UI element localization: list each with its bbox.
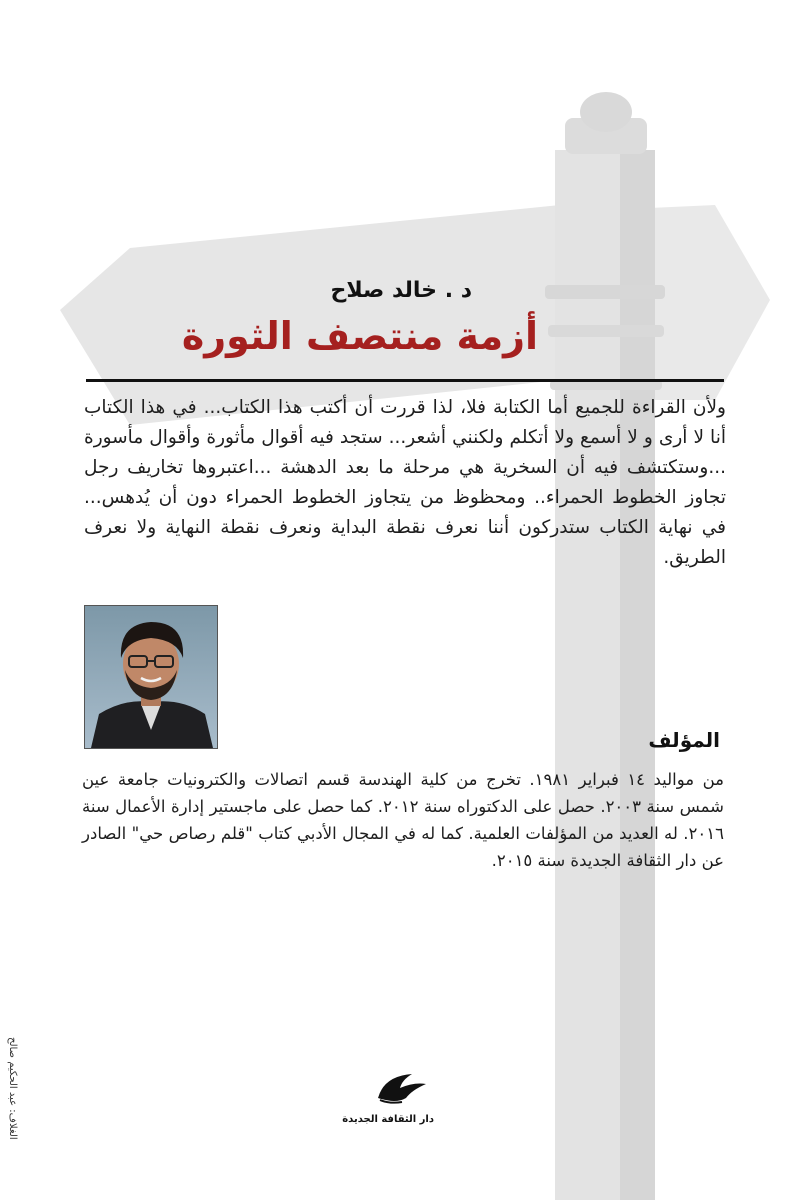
publisher-name: دار الثقافة الجديدة — [342, 1114, 434, 1125]
blurb-text: ولأن القراءة للجميع أما الكتابة فلا، لذا قررت أن أكتب هذا الكتاب... في هذا الكتاب أنا لا أرى و لا أسمع ولا أتكلم ولكنني أشعر... ستجد فيه أقوال مأثورة وأقوال مأسورة ...وستكتشف فيه أن السخرية هي مرحلة ما بعد الدهشة ...اعتبروها تخاريف رجل تجاوز الخطوط الحمراء.. ومحظوظ من يتجاوز الخطوط الحمراء دون أن يُدهس... في نهاية الكتاب ستدركون أننا نعرف نقطة البداية ونعرف نقطة النهاية ولا نعرف الطريق. — [84, 397, 726, 568]
book-title: أزمة منتصف الثورة — [181, 314, 538, 358]
author-portrait-illustration — [85, 606, 217, 748]
bird-logo-icon — [366, 1068, 434, 1108]
cover-designer-credit: الغلاف: عبد الحكيم صالح — [7, 1037, 18, 1140]
author-name: د . خالد صلاح — [330, 278, 472, 303]
author-bio: من مواليد ١٤ فبراير ١٩٨١. تخرج من كلية الهندسة قسم اتصالات والكترونيات جامعة عين شمس سنة ٢٠٠٣. حصل على الدكتوراه سنة ٢٠١٢. كما حصل على ماجستير إدارة الأعمال سنة ٢٠١٦. له العديد من المؤلفات العلمية. كما له في المجال الأدبي كتاب "قلم رصاص حي" الصادر عن دار الثقافة الجديدة سنة ٢٠١٥. — [82, 770, 724, 870]
author-photo — [84, 605, 218, 749]
author-section-heading: المؤلف — [648, 728, 720, 752]
publisher-logo — [342, 1068, 434, 1128]
title-divider — [86, 379, 724, 382]
